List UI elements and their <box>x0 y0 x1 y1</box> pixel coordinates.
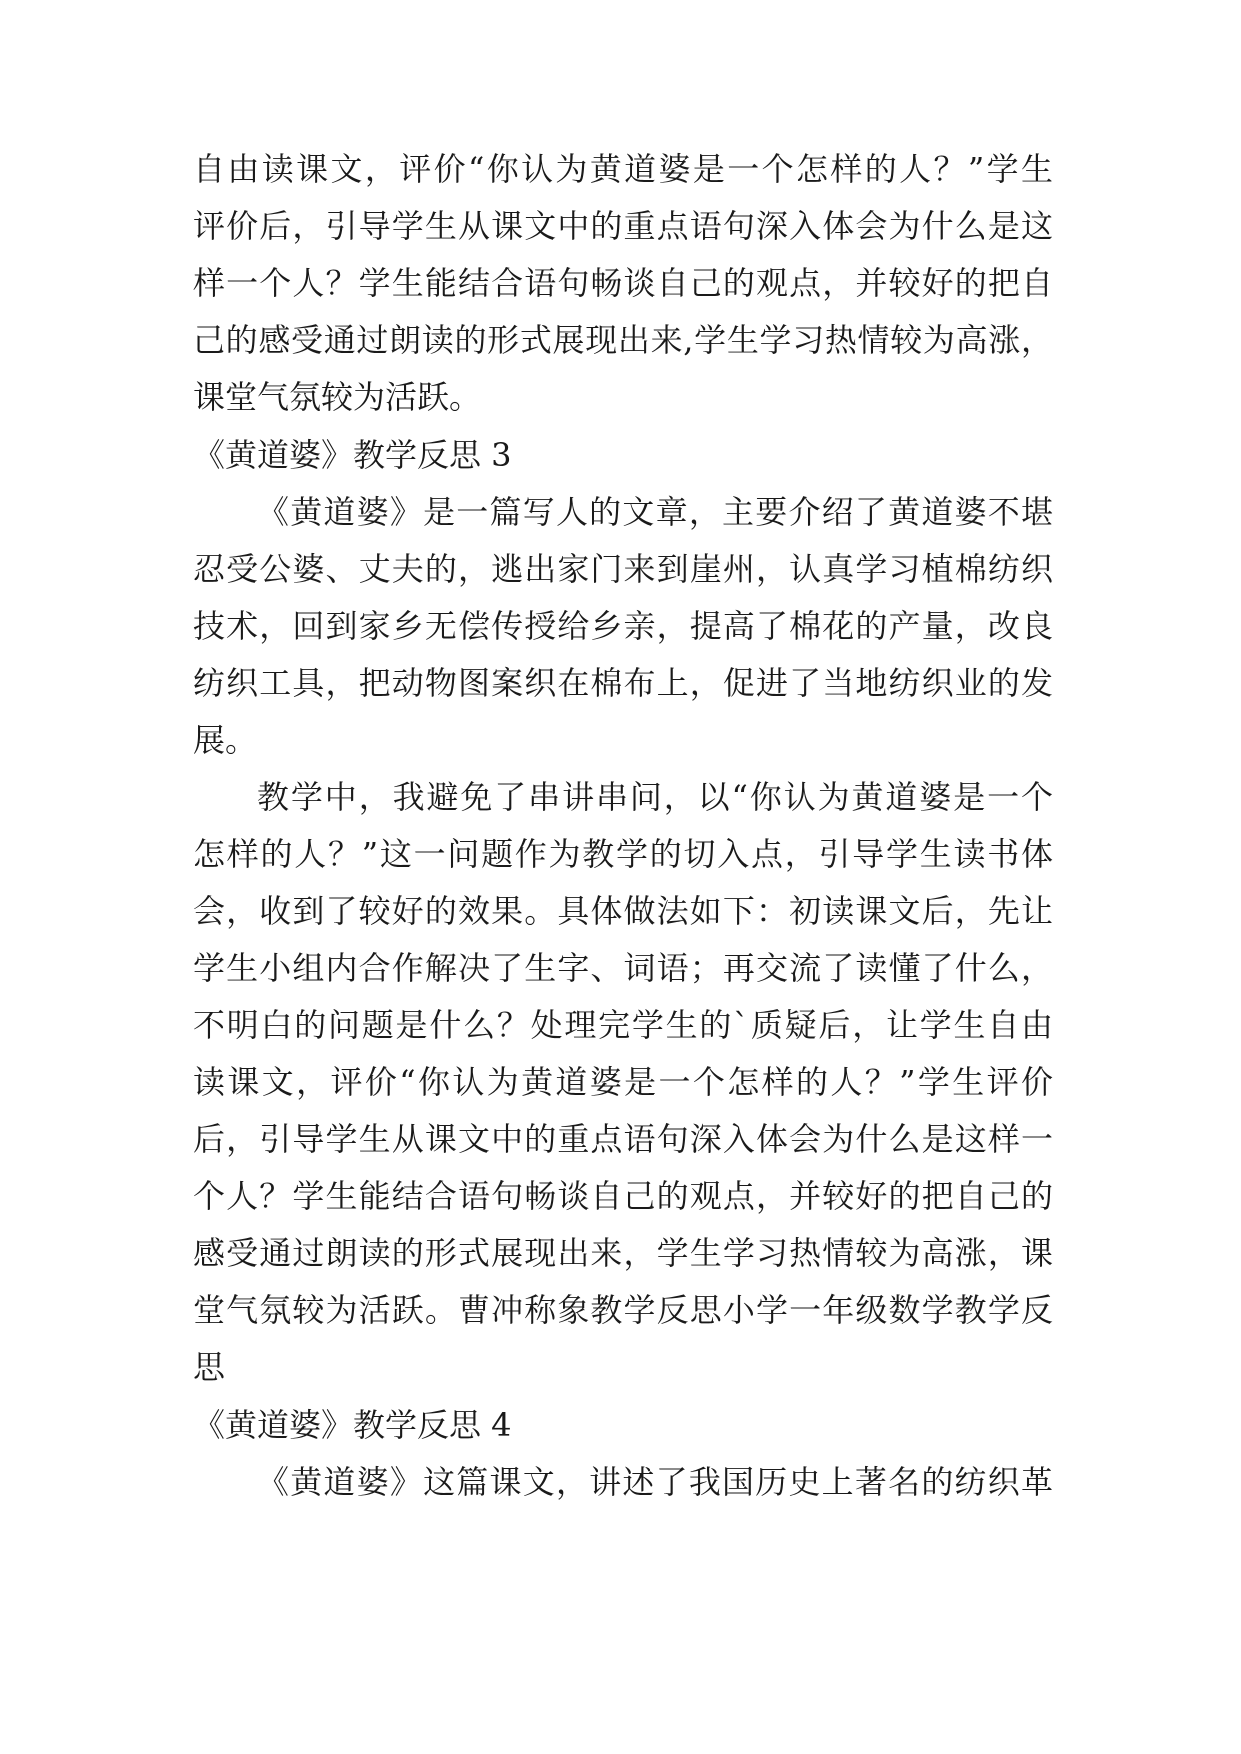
paragraph-line: 己的感受通过朗读的形式展现出来,学生学习热情较为高涨， <box>193 321 1053 359</box>
paragraph-line: 不明白的问题是什么？处理完学生的`质疑后，让学生自由 <box>193 1006 1053 1044</box>
paragraph-line: 课堂气氛较为活跃。 <box>193 378 482 416</box>
paragraph-line: 会，收到了较好的效果。具体做法如下：初读课文后，先让 <box>193 892 1053 930</box>
paragraph-line: 怎样的人？”这一问题作为教学的切入点，引导学生读书体 <box>193 835 1053 873</box>
paragraph-line: 评价后，引导学生从课文中的重点语句深入体会为什么是这 <box>193 207 1053 245</box>
section-heading: 《黄道婆》教学反思 4 <box>193 1406 512 1444</box>
paragraph-line: 教学中，我避免了串讲串问，以“你认为黄道婆是一个 <box>257 778 1053 816</box>
paragraph-line: 样一个人？学生能结合语句畅谈自己的观点，并较好的把自 <box>193 264 1053 302</box>
paragraph-line: 后，引导学生从课文中的重点语句深入体会为什么是这样一 <box>193 1120 1053 1158</box>
paragraph-line: 自由读课文，评价“你认为黄道婆是一个怎样的人？”学生 <box>193 150 1053 188</box>
section-heading: 《黄道婆》教学反思 3 <box>193 436 512 474</box>
paragraph-line: 《黄道婆》是一篇写人的文章，主要介绍了黄道婆不堪 <box>257 493 1053 531</box>
paragraph-line: 纺织工具，把动物图案织在棉布上，促进了当地纺织业的发 <box>193 664 1053 702</box>
paragraph-line: 忍受公婆、丈夫的，逃出家门来到崖州，认真学习植棉纺织 <box>193 550 1053 588</box>
paragraph-line: 堂气氛较为活跃。曹冲称象教学反思小学一年级数学教学反 <box>193 1291 1053 1329</box>
paragraph-line: 《黄道婆》这篇课文，讲述了我国历史上著名的纺织革 <box>257 1463 1053 1501</box>
paragraph-line: 感受通过朗读的形式展现出来，学生学习热情较为高涨，课 <box>193 1234 1053 1272</box>
paragraph-line: 学生小组内合作解决了生字、词语；再交流了读懂了什么， <box>193 949 1053 987</box>
paragraph-line: 技术，回到家乡无偿传授给乡亲，提高了棉花的产量，改良 <box>193 607 1053 645</box>
paragraph-line: 展。 <box>193 721 258 759</box>
paragraph-line: 思 <box>193 1348 226 1386</box>
paragraph-line: 个人？学生能结合语句畅谈自己的观点，并较好的把自己的 <box>193 1177 1053 1215</box>
paragraph-line: 读课文，评价“你认为黄道婆是一个怎样的人？”学生评价 <box>193 1063 1053 1101</box>
